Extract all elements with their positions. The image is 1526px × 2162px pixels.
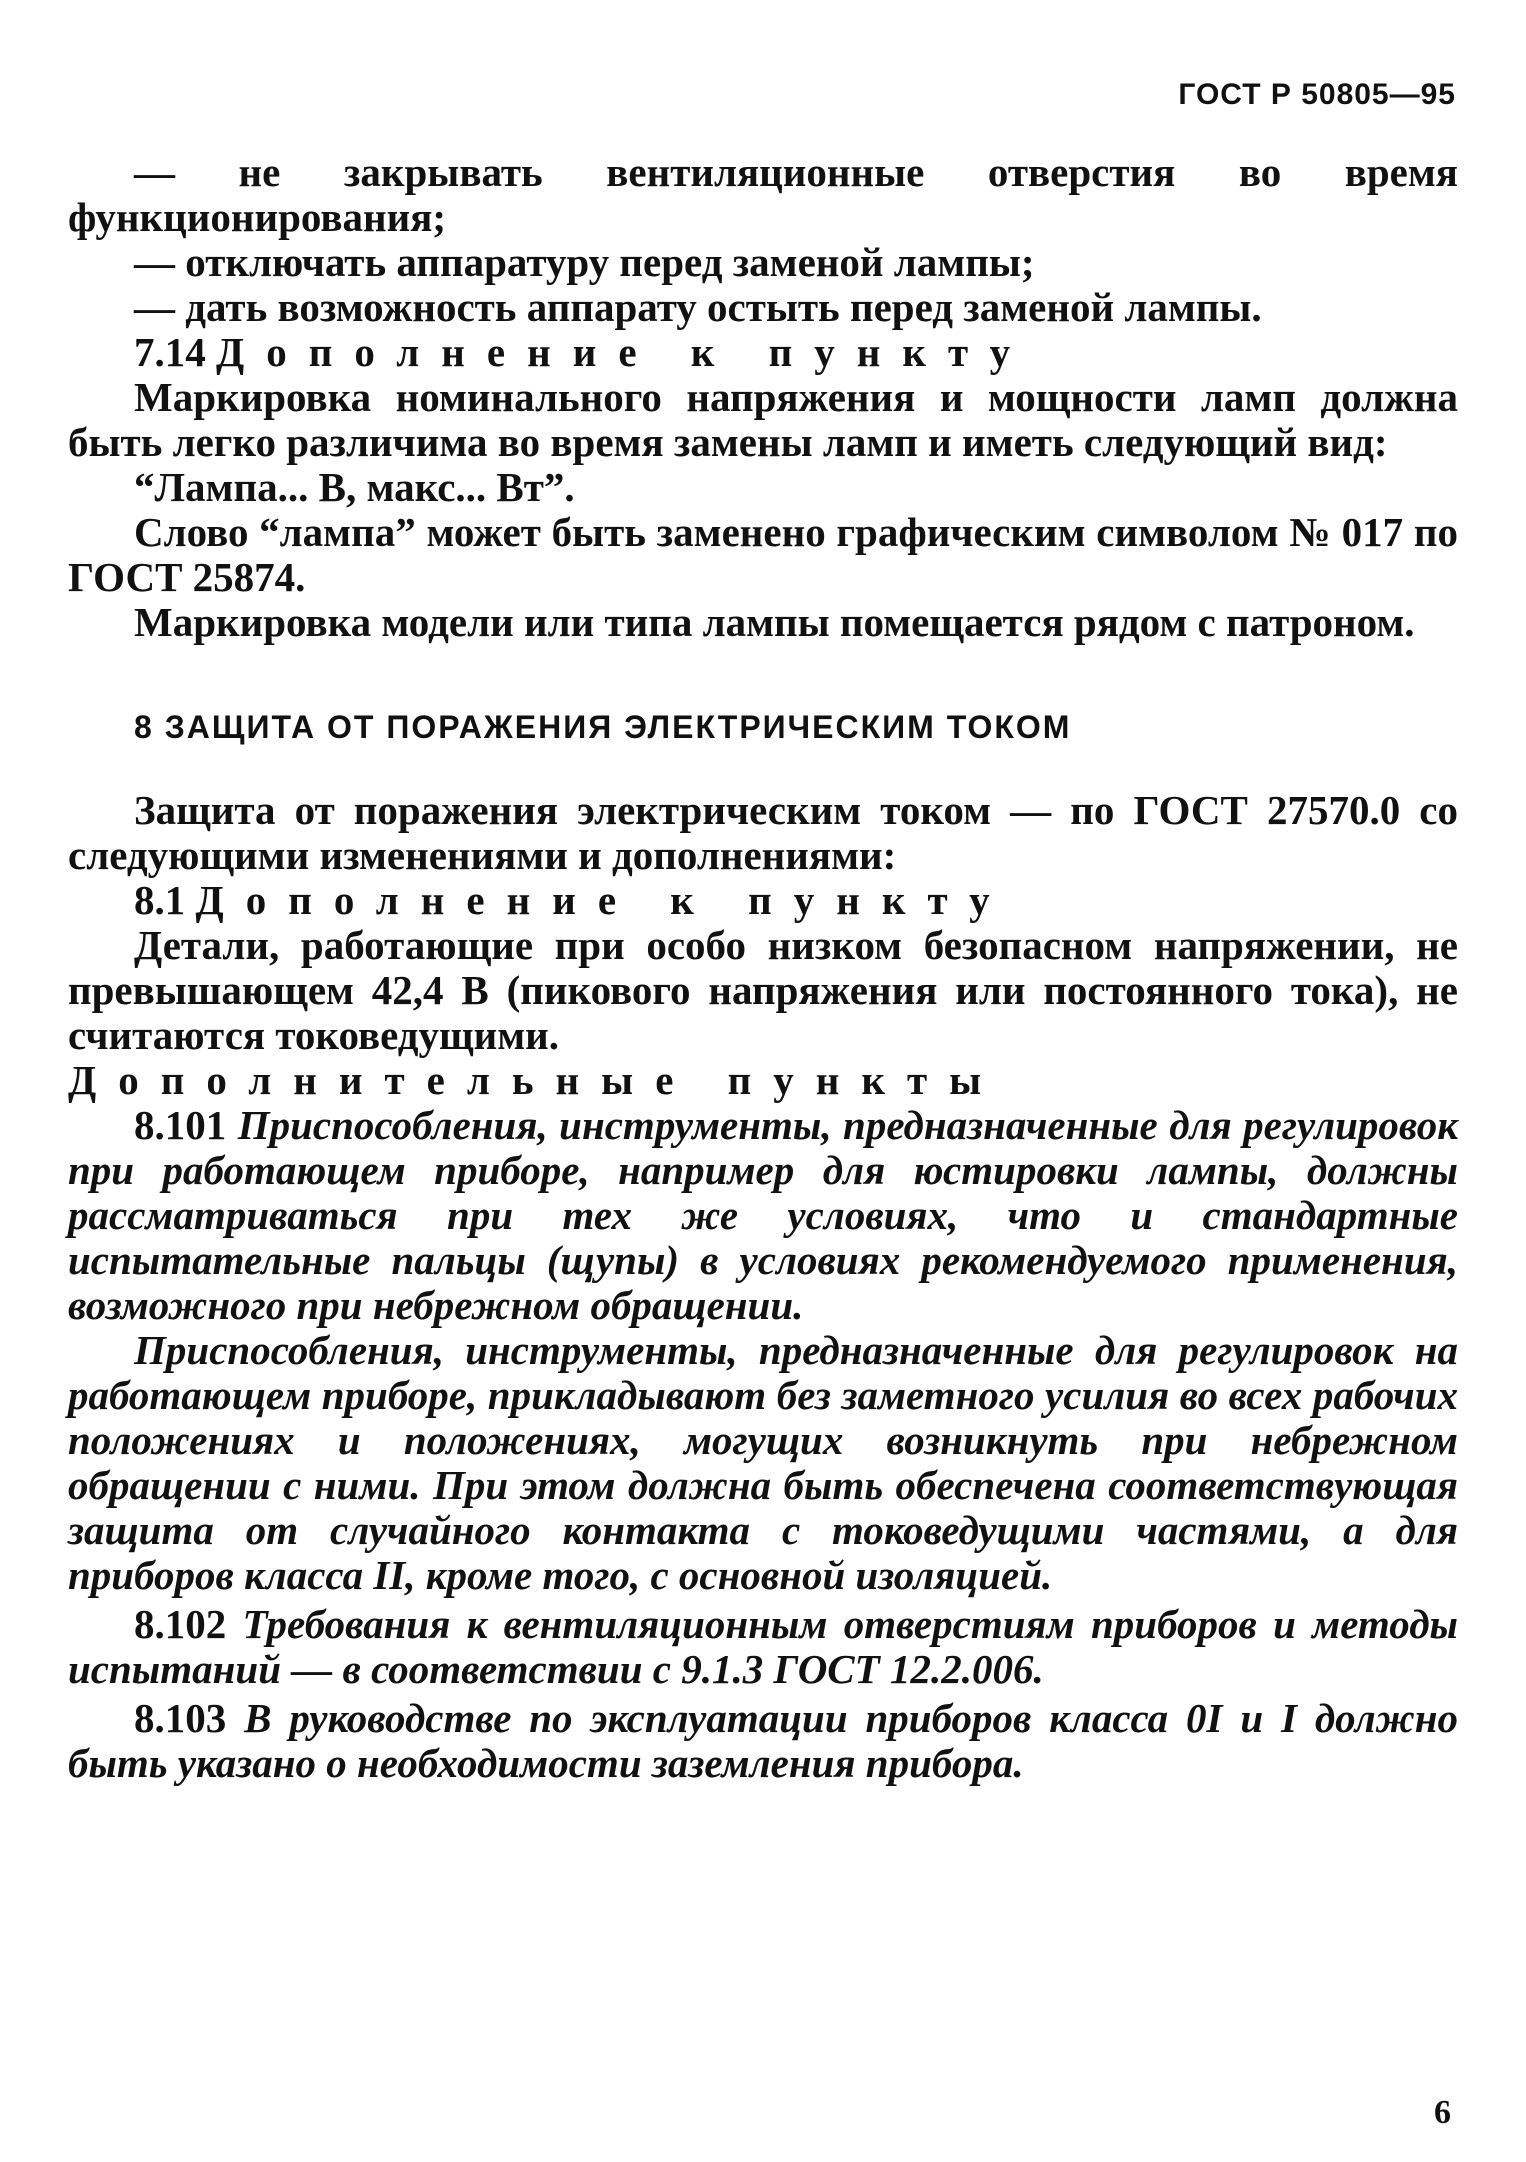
clause-title: Дополнение к пункту bbox=[216, 329, 1033, 375]
clause-number: 7.14 bbox=[134, 329, 206, 375]
clause-text: Приспособления, инструменты, предназначенные для регулировок при работающем приборе, например для юстировки лампы, должны рассматриваться при тех же условиях, что и стандартные испытательные пальцы (щупы) в условиях рекомендуемого применения, возможного при небрежном обращении. bbox=[68, 1102, 1458, 1328]
clause-number: 8.1 bbox=[134, 877, 186, 923]
document-body bbox=[68, 150, 1458, 1786]
clause-8-1-heading bbox=[68, 878, 1458, 923]
clause-8-101 bbox=[68, 1103, 1458, 1328]
clause-8-102 bbox=[68, 1602, 1458, 1692]
list-item-ventilation: — не закрывать вентиляционные отверстия во время функционирования; bbox=[68, 149, 1458, 240]
paragraph-marking: Маркировка номинального напряжения и мощности ламп должна быть легко различима во время замены ламп и иметь следующий вид: bbox=[68, 374, 1458, 465]
section-8-title: 8 ЗАЩИТА ОТ ПОРАЖЕНИЯ ЭЛЕКТРИЧЕСКИМ ТОКОМ bbox=[134, 709, 1072, 745]
paragraph-protection: Защита от поражения электрическим током — по ГОСТ 27570.0 со следующими изменениями и дополнениями: bbox=[68, 787, 1458, 878]
clause-number: 8.101 bbox=[134, 1102, 227, 1148]
clause-title: Дополнение к пункту bbox=[195, 877, 1012, 923]
document-header: ГОСТ Р 50805—95 bbox=[1178, 78, 1456, 111]
clause-number: 8.102 bbox=[134, 1601, 227, 1647]
paragraph-parts: Детали, работающие при особо низком безопасном напряжении, не превышающем 42,4 В (пикового напряжения или постоянного тока), не считаются токоведущими. bbox=[68, 922, 1458, 1058]
clause-number: 8.103 bbox=[134, 1695, 227, 1741]
list-item-switch-off: — отключать аппаратуру перед заменой лампы; bbox=[134, 239, 1035, 285]
page-number: 6 bbox=[1434, 2094, 1451, 2131]
paragraph-8-101-continued: Приспособления, инструменты, предназначенные для регулировок на работающем приборе, прикладывают без заметного усилия во всех рабочих положениях и положениях, могущих возникнуть при небрежном обращении с ними. При этом должна быть обеспечена соответствующая защита от случайного контакта с токоведущими частями, а для приборов класса II, кроме того, с основной изоляцией. bbox=[68, 1327, 1458, 1598]
clause-text: В руководстве по эксплуатации приборов класса 0I и I должно быть указано о необходимости заземления прибора. bbox=[68, 1695, 1459, 1786]
clause-7-14-heading bbox=[68, 330, 1458, 375]
additional-clauses-title: Дополнительные пункты bbox=[68, 1057, 1004, 1103]
clause-text: Требования к вентиляционным отверстиям приборов и методы испытаний — в соответствии с 9.1.3 ГОСТ 12.2.006. bbox=[68, 1601, 1458, 1692]
clause-8-103 bbox=[68, 1696, 1458, 1786]
paragraph-lamp-format: “Лампа... В, макс... Вт”. bbox=[134, 464, 575, 510]
list-item-cool-down: — дать возможность аппарату остыть перед заменой лампы. bbox=[134, 284, 1262, 330]
paragraph-model-marking: Маркировка модели или типа лампы помещается рядом с патроном. bbox=[134, 599, 1415, 645]
paragraph-word-lamp: Слово “лампа” может быть заменено графическим символом № 017 по ГОСТ 25874. bbox=[68, 509, 1458, 600]
